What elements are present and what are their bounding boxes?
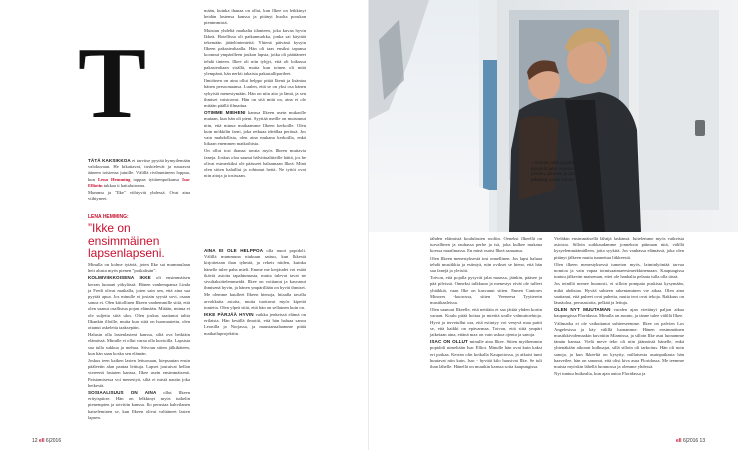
left-column-2-top: mään, kuinka ihanaa on ollut, kun Ilkee on leikkinyt heidän lastensa kanssa ja pitänyt huolta porukan pienimmistä. Muistan yhdeltä matkalta tilanteen, joka kuvaa hyvin Ikkeä. Hotellissa oli paikannurkka, jonka sai käyttää tekemään jäätelöntenteitä. Yhtenä päivänä kysyin Ilkeen pakastealtaalla. Hän oli taas ensiksi tapansa koonnut ympärilleen joukon lapsia, jotka oli päättäneet tehdä tinteen. Ilkee oli niin tyhjyt, että oli loikussa pakastealtaan sisällä, mutta kun toinen oli mitä ylempänä, hän nerkii takaista pakastalliparileet. Ilmiöinen on aina ollut helppo pitää Ikenä ja lisäntaa hänen persoonaansa. Luulen, että se on yksi osa hänen sykyisiä menestymään. Hän on niin aito ja lämä, ja sen ihmiset vaistoavat. Hän on sitä mitä on, aina ei ole mitään päällä filmattua. OTIMME MIEHENI kanssa Ilkeen usein mukaolle mutaan, kun hän oli pieni. Syyttää meille on muistunut niin, että minua matkaamme Ilkeen kerkoille. Olen kuin mökkilin farni, joka retkuaa ideällaa perässä. Jos vain mahdollista, olen aina mukana kerkoilla, enkä liikaan enemmen matkoihista. On ollut tosi ihanaa tavata myös Ilkeen muitavia faneja. Joskus oloa saanut hälvittualitteille hättä, jos he olivat esimerkiksi ole päässeet halaamaan Ilkeä. Minä olen sitten halaillut ja rohtunut heitä. Ne tyttöt ovat niin aitoja ja tosissaan. [204,8,306,179]
left-column-1 [88,158,190,203]
subhead: SOSIAALISUUS ON AINA [88,390,157,396]
left-column-2-bottom: AINA EI OLE HELPPOA olla nuori popidoli. Välillä mummuna niukuun sattuu, kun Ikkestä kirjoitetaan ihan tyhmiä, ja rekeis niiden, kuinka hänelle tulee paha mieli. Emme me kerjäudet voi estää ikäviä asioita tapahtumasta, mutta tulevat tavat ne sivultaksittelemmeidä. Ilkee on voittanut ja kasvanut ihmisenä hyvin, ja hänen ympärillään on hyvät ihmiset. Me olemme kuulleet Ilkeen hienoja, hitaalla tavalla arvokkaita asioita, mutta tuottavat myös kipeitä tunteita. Olen ylpeä siitä, että hän on sellainen kuin on. IKKE PÄRJÄÄ HYVIN vaikka jenkeissä elämä on erilaista. Hän kesällä ilmoitti, että hän haluaa sanoa Leonilla ja Norjassa, ja maustansalaamme pitää matkailuprojektiin. [204,248,307,336]
left-column-1-continued: Minulla on kolme tytärtä, joten Ilke sai mummulaan heti alusta myös pienen ”poikalisän”. KOLMIVIIKKOISENA IKKE oli ensimmäisen kerran luonani yökylässä. Hänen vanhempansa Linda ja Fredi olivat matkalla, joten sain sen, että aina saa pyytää apua. Jos minulle ei jostain syystä sovi, osaan sanoa ei. Olen kiitollinen Ilkeen vanhemmille siitä, että olen saanut osallistua pojan elämään. Mitään, minua ei ole suljettu siitä ulos. Olen joskus saattanut taltta Ilkankin illoille, mutta kun siitä on huomautettu, olen ottanut askeleita taaksepäin. Halusin olla lastenlasteni kanssa, siltä ova hetkiäin elämässä. Minulle ei ollut varaa olla kuvioilla. Lapsista saa tulla sukkua ja mehua. Siivoan sitten jälkikäteen, kun hän saan koska sen elämän. Joskus teen kaiken lasten lettuosaan, kiepsautan ensin pääleetin alan pantaa letttuja. Lapset joutuivat hellan viereenti lastaten kanssa, Ilkee usein ensimmäisenä. Paistamisessa voi menestyä, siltä ei mistä nautin joka hetkestä. SOSIAALISUUS ON AINA ollut Ilkeen erityispiirre. Hän on lelkkinyt myös tutkelin pienempien ja toivitiin kanssa. Ilo perustaa kahvilanen katseleminen se, kun Ilkeen olivat valttäneet lasten lapsen. [88,262,190,420]
pull-quote: ”Ikke on ensimmäinen lapsenlapseni. [88,221,165,260]
right-column-2: Vieläkin ensimmäisellä lähtijä laskänsä. Iuttelemme myös vaikeista asioista. Silloin suikkaudamme jonneksin päimaan nitä, välillä kysyelemmäämälleen, jotta syykitä. Jos vanhassa elämässä, joka olen pitänyt jälkeen mutta tunnettua liikkeestä. Olen ilkeen menestyksessä tumeton myös, laiminlyöntää tarvaa nomioa ja vain vapaa toimisaaimaeesimerkkinemaan. Kaupungissa tuntuu jälkevän maiseman, ettei ole hankalia pelaata tulla olla tässä. Jos teinillä menee huonosti, ei silloin pompata puskista kysymään, mikä ahdistaa. Hyvää suhteen rakentaminen vie aikaa. Olen aina saattanut, että puheet ovat puhetta, mutta teot ovat tekoja. Rakkaus on läsnäoloa, perusasioita, pelkää ja lettuja. OLEN NYT MUUTAMAN vuoden ajan viettänyt paljon aikaa kaupungissa Floridassa. Minulla on asunto, ja tänne tulee välillä Ilkee. Välimatka ei ole vaikuttanut suhteeseemme. Ilkee on palvien Los Angelesissa ja käy välillä luonamme. Hänen ensimmäinen musiikkividemaakin kuvattiin Miamissa, ja silloin Ilke asui luonamme tämän kanssa. Vielä meve teko oli niin jäännöstä hänelle, enkä yhtenäkään aikonut kulkuajat, sillä silloin oli tarkoitus. Hän oli noin sanoja, ja kun Ikkeeltä on kysytty, millaisesta asuinpaikasta hän haaveilee, hän on sanonut, että olisi kiva asua Floridassa. Me teemme muista myöskin lähellä luonnossa ja olemme yhdessä. Nyt tuntuu huikealta, kun ajan autoa Floridassa ja [554,236,685,377]
drop-cap: T [78,27,147,140]
photo-caption: – Toivon, että pojalla pysyvät jalat maassa, jäinkin, pääsee ja pää pilvissä, Lena sanoo. [531,160,576,182]
page-number: 13 [699,438,706,444]
quote-label: LENA HEMMING: [88,214,129,220]
subhead: AINA EI OLE HELPPOA [204,248,264,253]
intro-lead: TÄTÄ KAKSIKKOA [88,158,131,163]
intro-paragraph-2: Mummu ja "Ilke" viihtyvät yhdessä. Ovat aina viihtyneet. [88,190,190,202]
right-footer [676,438,705,444]
subhead: KOLMIVIIKKOISENA IKKE [88,275,151,281]
issue-number: 6|2016 [45,438,62,444]
left-footer [32,438,61,444]
subhead: OTIMME MIEHENI [204,110,246,116]
intro-paragraph: TÄTÄ KAKSIKKOA ei tarvitse pyytää hymyilemään valokuvaan. He kikattavat, tirskielevät ja nauravat ääneen toisiensa jutuille. Välillä rivihuntineen loppua, kun Lena Hemming tappaa tyttärenpoikansa Isac Elliotin tukkaa ti kaitaluiroma. [88,158,190,188]
subhead: IKKE PÄRJÄÄ HYVIN [204,312,254,318]
issue-number: 6|2016 [682,438,699,444]
page-number: 12 [32,438,38,444]
cover-photo [369,0,738,232]
subhead: OLEN NYT MUUTAMAN [554,307,611,313]
right-column-1: tähden eläimistä koululasten rooliin. Oeneksi Ilkeellä on turvallinen ja rauhassa perhe ja isä, joka kulkee mukana koessa maailmassa. En minä osaisi Ilkeä sanaansa. Olen Ilkeen menestyksestä tosi onnellinen. Jos lapsi haluaa tehdä musiikkia ja esiintyä, niin ovikset se hieno, että hän saa fanejä ja yleisöä. Toivon, että pojalla pysyvät jalat maassa, jäinkin, pääsee ja pää pilvissä. Onneksi tulkkuun ja menestys eivät ole tulleet yhtäkkiä, vaan Ilke on kasvanut sitten. Ennen Cantores Minores -kuorossa, sitten Veeneesa Tyytterein musiikaaleissa. Olen saanout Ilkeelle, että nettiäin et saa jättää yhden kortin varaan. Koulu pitää hoitaa ja mietitä uralle valmuttoehtoja. Hyvä ja tervetullut ura, että esiintyy voi venyvä maa paitti se, että kaikki on epävarmaa. Toivon, että siitä ympäri jatketaan aina, ettänä max on vain uskoa ojenta ja sanoja. ISAC ON OLLUT minulle aina Ilkee. Sitten myöhemmin popidoli nimeltään Isac Elliot. Minulle hän ovat kuin kaksi eri poikaa. Kerran olin kotkalla Kaupotiossa, ja aikaisi tunti huutavat niin kuin, Isac - hyvtää kilo huusivat Ilke. Se tuli ihan lähelle. Hänellä on muutkin kanssa soita kaupungissa. [430,236,543,370]
photo-illustration [369,0,738,232]
magazine-logo: ell [676,438,682,444]
magazine-logo: ell [38,438,45,444]
subhead: ISAC ON OLLUT [430,339,468,345]
